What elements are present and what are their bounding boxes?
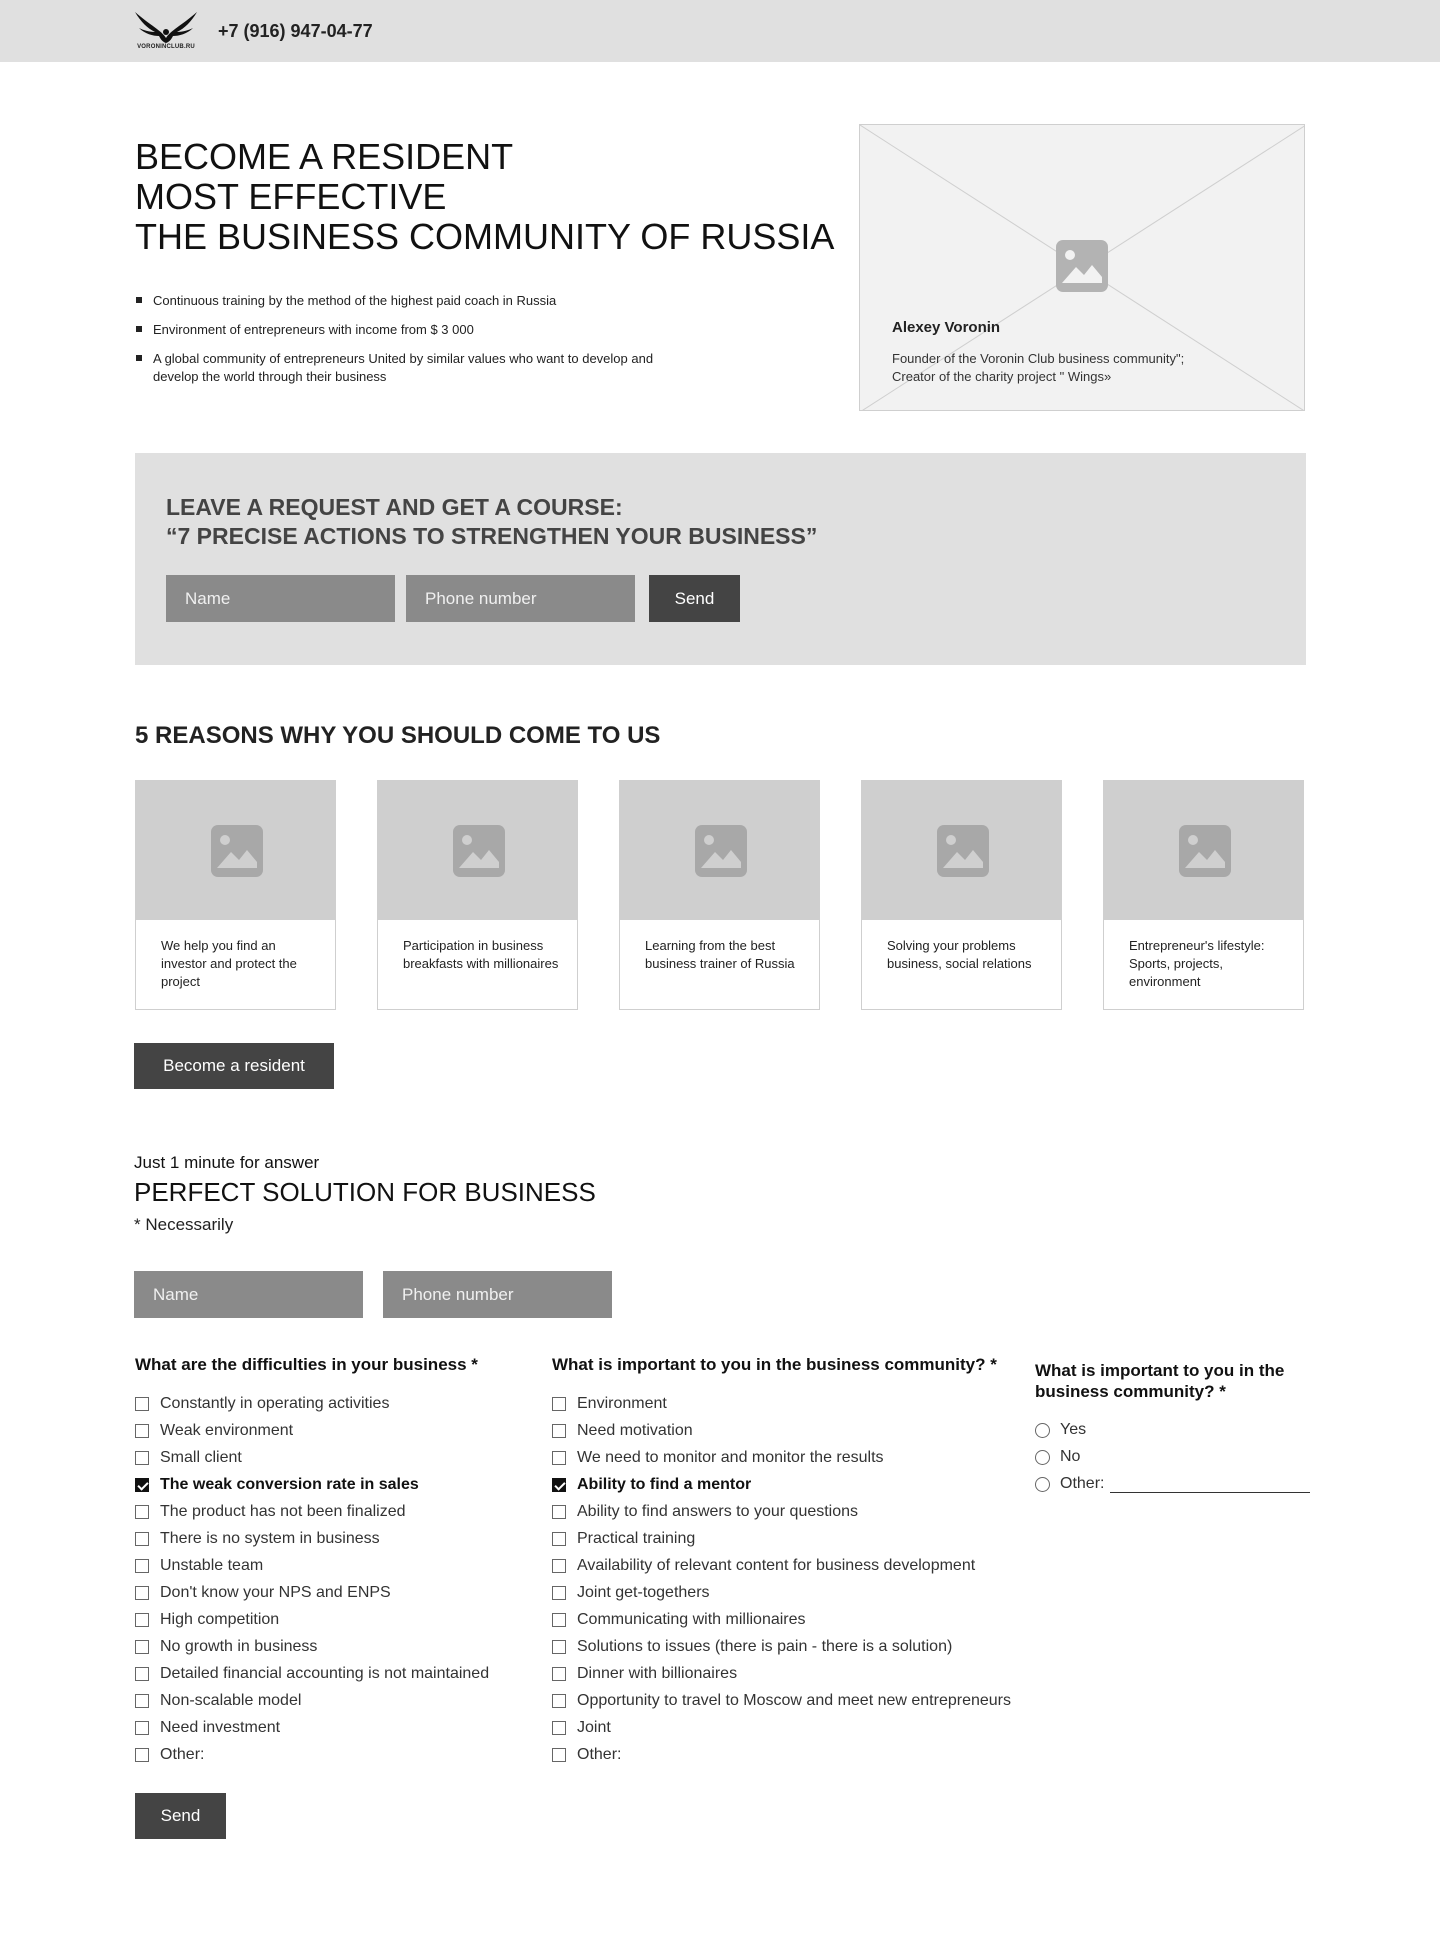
q2-option-label: Other:	[577, 1746, 622, 1763]
q1-option-label: High competition	[160, 1611, 280, 1628]
checkbox-icon[interactable]	[552, 1532, 566, 1546]
checkbox-checked-icon[interactable]	[552, 1478, 566, 1492]
q2-option-label: Joint	[577, 1719, 611, 1736]
radio-icon[interactable]	[1035, 1450, 1050, 1465]
checkbox-icon[interactable]	[552, 1451, 566, 1465]
checkbox-icon[interactable]	[135, 1559, 149, 1573]
q1-option[interactable]	[135, 1611, 489, 1638]
checkbox-icon[interactable]	[552, 1397, 566, 1411]
question-difficulties-title: What are the difficulties in your business *	[135, 1355, 478, 1374]
checkbox-icon[interactable]	[135, 1532, 149, 1546]
eagle-logo-icon	[133, 8, 199, 44]
reason-card-image	[1104, 781, 1303, 920]
founder-desc-line: Founder of the Voronin Club business community";	[892, 351, 1185, 366]
q2-option-label: Solutions to issues (there is pain - there is a solution)	[577, 1638, 953, 1655]
q1-option-label: Weak environment	[160, 1422, 294, 1439]
q2-option[interactable]	[552, 1584, 1011, 1611]
q1-option-label: The product has not been finalized	[160, 1503, 406, 1520]
reasons-title: 5 REASONS WHY YOU SHOULD COME TO US	[135, 722, 661, 749]
hero-title-line: BECOME A RESIDENT	[135, 136, 514, 177]
q2-option[interactable]	[552, 1557, 1011, 1584]
q2-option[interactable]	[552, 1638, 1011, 1665]
q2-option[interactable]	[552, 1476, 1011, 1503]
q3-option[interactable]	[1035, 1475, 1310, 1502]
reason-card	[377, 780, 578, 1010]
q3-option-label: No	[1060, 1448, 1081, 1465]
logo[interactable]	[133, 8, 199, 56]
survey-name-input[interactable]	[134, 1271, 363, 1318]
q1-option-label: Non-scalable model	[160, 1692, 302, 1709]
reason-card-image	[136, 781, 335, 920]
other-text-field[interactable]	[1110, 1478, 1310, 1493]
checkbox-icon[interactable]	[135, 1748, 149, 1762]
q1-option-label: Need investment	[160, 1719, 281, 1736]
required-note: * Necessarily	[134, 1215, 234, 1234]
checkbox-icon[interactable]	[135, 1694, 149, 1708]
q1-option-label: Unstable team	[160, 1557, 264, 1574]
checkbox-icon[interactable]	[552, 1505, 566, 1519]
q2-option-label: Opportunity to travel to Moscow and meet new entrepreneurs	[577, 1692, 1011, 1709]
q3-option[interactable]	[1035, 1448, 1310, 1475]
checkbox-icon[interactable]	[135, 1613, 149, 1627]
q2-option[interactable]	[552, 1692, 1011, 1719]
q1-option-label: Don't know your NPS and ENPS	[160, 1584, 391, 1601]
founder-name: Alexey Voronin	[892, 319, 1001, 336]
q1-option-label: No growth in business	[160, 1638, 318, 1655]
benefit-item: Continuous training by the method of the highest paid coach in Russia	[135, 292, 695, 310]
q2-option-label: Joint get-togethers	[577, 1584, 710, 1601]
checkbox-icon[interactable]	[552, 1613, 566, 1627]
checkbox-icon[interactable]	[135, 1586, 149, 1600]
question-radio-options	[1035, 1421, 1310, 1502]
request-title-line: LEAVE A REQUEST AND GET A COURSE:	[166, 494, 623, 520]
image-placeholder-icon	[1179, 825, 1231, 877]
q1-option-label: Small client	[160, 1449, 242, 1466]
hero-title-line: MOST EFFECTIVE	[135, 176, 447, 217]
q2-option[interactable]	[552, 1449, 1011, 1476]
survey-title: PERFECT SOLUTION FOR BUSINESS	[134, 1177, 596, 1207]
reason-card-text: We help you find an investor and protect the project	[161, 938, 297, 989]
q1-option-label: Other:	[160, 1746, 205, 1763]
q1-option[interactable]	[135, 1584, 489, 1611]
q2-option-label: Dinner with billionaires	[577, 1665, 738, 1682]
hero-benefits-list	[135, 292, 695, 397]
checkbox-icon[interactable]	[552, 1748, 566, 1762]
q2-option[interactable]	[552, 1503, 1011, 1530]
question-radio-title-line: business community? *	[1035, 1382, 1226, 1401]
checkbox-icon[interactable]	[552, 1667, 566, 1681]
question-importance-title: What is important to you in the business community? *	[552, 1355, 997, 1374]
q2-option-label: Ability to find a mentor	[577, 1476, 752, 1493]
q2-option-label: Communicating with millionaires	[577, 1611, 806, 1628]
reason-card-text: Entrepreneur's lifestyle: Sports, projects, environment	[1129, 938, 1265, 989]
top-bar	[0, 0, 1440, 62]
q1-option[interactable]	[135, 1665, 489, 1692]
survey-send-button[interactable]: Send	[135, 1793, 226, 1839]
reason-card	[1103, 780, 1304, 1010]
image-placeholder-icon	[453, 825, 505, 877]
radio-icon[interactable]	[1035, 1423, 1050, 1438]
q1-option[interactable]	[135, 1422, 489, 1449]
request-title-line: “7 PRECISE ACTIONS TO STRENGTHEN YOUR BUSINESS”	[166, 523, 818, 549]
reason-card-image	[620, 781, 819, 920]
q2-option-label: Availability of relevant content for business development	[577, 1557, 976, 1574]
q1-option-label: Detailed financial accounting is not maintained	[160, 1665, 490, 1682]
q1-option-label: There is no system in business	[160, 1530, 380, 1547]
q2-option-label: Practical training	[577, 1530, 696, 1547]
benefit-item: A global community of entrepreneurs United by similar values who want to develop and develop the world through their business	[135, 350, 655, 386]
founder-desc-line: Creator of the charity project " Wings»	[892, 369, 1112, 384]
q1-option[interactable]	[135, 1476, 489, 1503]
radio-icon[interactable]	[1035, 1477, 1050, 1492]
checkbox-icon[interactable]	[135, 1397, 149, 1411]
q2-option[interactable]	[552, 1719, 1011, 1746]
founder-description	[892, 350, 1272, 386]
reason-card-text: Learning from the best business trainer of Russia	[645, 938, 795, 971]
checkbox-icon[interactable]	[552, 1721, 566, 1735]
checkbox-icon[interactable]	[552, 1640, 566, 1654]
q2-option[interactable]	[552, 1746, 1011, 1773]
q1-option-label: Constantly in operating activities	[160, 1395, 390, 1412]
checkbox-icon[interactable]	[135, 1505, 149, 1519]
survey-subtitle: Just 1 minute for answer	[134, 1153, 320, 1172]
reason-card	[861, 780, 1062, 1010]
become-resident-button[interactable]: Become a resident	[134, 1043, 334, 1089]
checkbox-icon[interactable]	[552, 1559, 566, 1573]
q1-option[interactable]	[135, 1530, 489, 1557]
reason-card-image	[378, 781, 577, 920]
q3-option-label: Other:	[1060, 1475, 1105, 1492]
logo-text: VORONINCLUB.RU	[137, 44, 195, 50]
request-course-section	[135, 453, 1306, 665]
checkbox-icon[interactable]	[552, 1694, 566, 1708]
founder-media-placeholder[interactable]	[859, 124, 1305, 411]
reason-card-image	[862, 781, 1061, 920]
benefit-item: Environment of entrepreneurs with income from $ 3 000	[135, 321, 695, 339]
question-difficulties-options	[135, 1395, 489, 1773]
q2-option[interactable]	[552, 1395, 1011, 1422]
q2-option-label: Environment	[577, 1395, 667, 1412]
request-name-input[interactable]	[166, 575, 395, 622]
checkbox-icon[interactable]	[135, 1640, 149, 1654]
q2-option-label: Need motivation	[577, 1422, 693, 1439]
q2-option-label: Ability to find answers to your questions	[577, 1503, 859, 1520]
q2-option[interactable]	[552, 1665, 1011, 1692]
survey-phone-input[interactable]	[383, 1271, 612, 1318]
q2-option[interactable]	[552, 1422, 1011, 1449]
image-placeholder-icon	[937, 825, 989, 877]
question-radio-title-line: What is important to you in the	[1035, 1361, 1285, 1380]
hero-title	[135, 137, 834, 257]
checkbox-checked-icon[interactable]	[135, 1478, 149, 1492]
q1-option[interactable]	[135, 1719, 489, 1746]
checkbox-icon[interactable]	[135, 1424, 149, 1438]
reason-card	[135, 780, 336, 1010]
hero-title-line: THE BUSINESS COMMUNITY OF RUSSIA	[135, 216, 835, 257]
checkbox-icon[interactable]	[135, 1721, 149, 1735]
checkbox-icon[interactable]	[135, 1451, 149, 1465]
image-placeholder-icon	[1056, 240, 1108, 292]
q1-option[interactable]	[135, 1746, 489, 1773]
q2-option[interactable]	[552, 1530, 1011, 1557]
q3-option-label: Yes	[1060, 1421, 1087, 1438]
q2-option[interactable]	[552, 1611, 1011, 1638]
q1-option[interactable]	[135, 1692, 489, 1719]
q1-option-label: The weak conversion rate in sales	[160, 1476, 419, 1493]
request-phone-input[interactable]	[406, 575, 635, 622]
q1-option[interactable]	[135, 1449, 489, 1476]
header-phone[interactable]: +7 (916) 947-04-77	[218, 21, 373, 41]
reason-card-text: Participation in business breakfasts with millionaires	[403, 938, 559, 971]
q1-option[interactable]	[135, 1557, 489, 1584]
q2-option-label: We need to monitor and monitor the results	[577, 1449, 884, 1466]
request-title	[166, 493, 817, 551]
checkbox-icon[interactable]	[552, 1424, 566, 1438]
reason-card	[619, 780, 820, 1010]
q1-option[interactable]	[135, 1395, 489, 1422]
checkbox-icon[interactable]	[552, 1586, 566, 1600]
reason-card-text: Solving your problems business, social relations	[887, 938, 1032, 971]
checkbox-icon[interactable]	[135, 1667, 149, 1681]
request-send-button[interactable]: Send	[649, 575, 740, 622]
question-importance-options	[552, 1395, 1011, 1773]
q3-option[interactable]	[1035, 1421, 1310, 1448]
q1-option[interactable]	[135, 1638, 489, 1665]
image-placeholder-icon	[695, 825, 747, 877]
image-placeholder-icon	[211, 825, 263, 877]
q1-option[interactable]	[135, 1503, 489, 1530]
question-radio-title	[1035, 1360, 1284, 1402]
